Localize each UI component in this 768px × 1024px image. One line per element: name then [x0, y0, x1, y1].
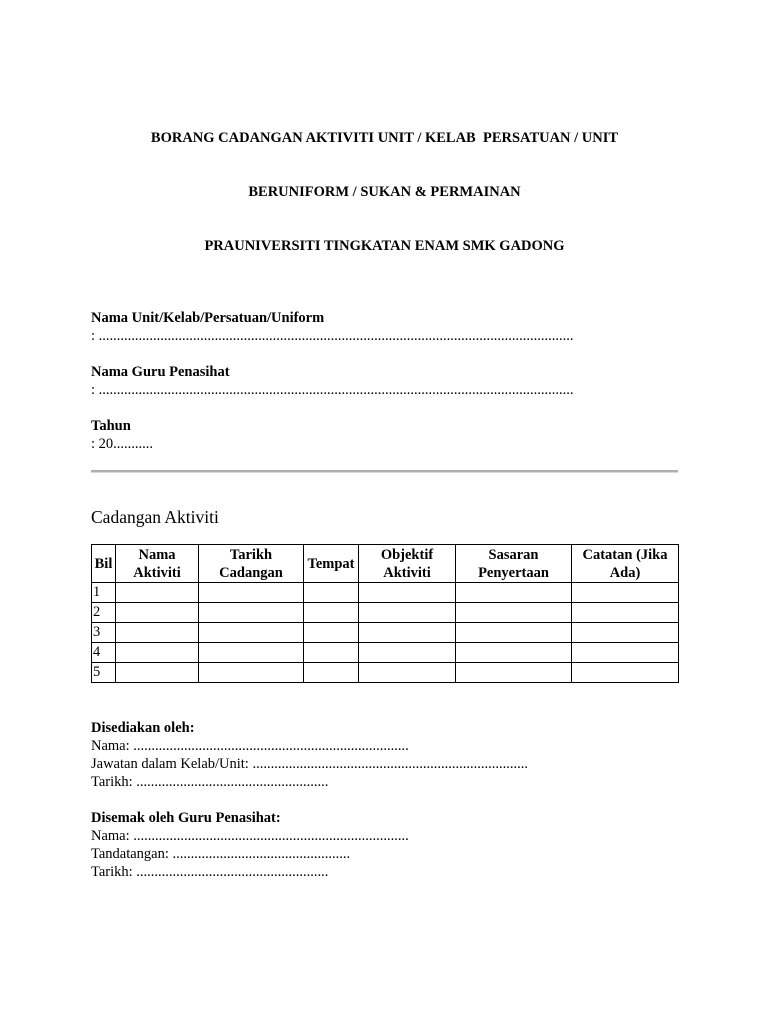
table-cell-bil: 3: [92, 623, 116, 643]
table-cell[interactable]: [359, 583, 456, 603]
field-advisor-name-value[interactable]: : ...................................................................................................................................: [91, 382, 574, 398]
field-unit-name-value[interactable]: : ...................................................................................................................................: [91, 328, 574, 344]
reviewed-by-block: [91, 809, 678, 881]
table-cell[interactable]: [304, 623, 359, 643]
table-cell[interactable]: [116, 663, 199, 683]
form-title: [91, 93, 678, 291]
table-cell[interactable]: [456, 583, 572, 603]
table-row: [92, 643, 679, 663]
field-advisor-name: [91, 363, 678, 399]
table-cell[interactable]: [116, 603, 199, 623]
form-title-line-3: PRAUNIVERSITI TINGKATAN ENAM SMK GADONG: [204, 238, 565, 254]
table-cell[interactable]: [359, 623, 456, 643]
table-cell-bil: 4: [92, 643, 116, 663]
field-year: [91, 417, 678, 453]
table-cell[interactable]: [199, 663, 304, 683]
table-cell[interactable]: [116, 623, 199, 643]
table-cell[interactable]: [304, 603, 359, 623]
reviewed-name-line[interactable]: Nama: ............................................................................: [91, 828, 409, 844]
table-cell-bil: 5: [92, 663, 116, 683]
reviewed-date-line[interactable]: Tarikh: .....................................................: [91, 864, 329, 880]
horizontal-divider: [91, 470, 678, 473]
table-row: [92, 623, 679, 643]
table-cell[interactable]: [116, 583, 199, 603]
table-cell-bil: 1: [92, 583, 116, 603]
table-cell[interactable]: [199, 643, 304, 663]
form-title-line-2: BERUNIFORM / SUKAN & PERMAINAN: [248, 184, 521, 200]
field-year-value[interactable]: : 20...........: [91, 436, 154, 452]
table-header-row: [92, 545, 679, 583]
table-cell[interactable]: [572, 663, 679, 683]
document-page: [91, 93, 678, 881]
prepared-position-line[interactable]: Jawatan dalam Kelab/Unit: ............................................................................: [91, 756, 528, 772]
field-advisor-name-label: Nama Guru Penasihat: [91, 364, 230, 380]
table-row: [92, 583, 679, 603]
table-cell[interactable]: [304, 663, 359, 683]
table-cell[interactable]: [199, 583, 304, 603]
prepared-date-line[interactable]: Tarikh: .....................................................: [91, 774, 329, 790]
table-cell-bil: 2: [92, 603, 116, 623]
header-sasaran-penyertaan: Sasaran Penyertaan: [456, 545, 572, 583]
table-cell[interactable]: [456, 603, 572, 623]
activities-table: [91, 544, 679, 683]
table-cell[interactable]: [359, 643, 456, 663]
table-cell[interactable]: [572, 643, 679, 663]
form-title-line-1: BORANG CADANGAN AKTIVITI UNIT / KELAB PERSATUAN / UNIT: [150, 130, 619, 146]
table-row: [92, 603, 679, 623]
table-cell[interactable]: [304, 583, 359, 603]
field-year-label: Tahun: [91, 418, 131, 434]
header-nama-aktiviti: Nama Aktiviti: [116, 545, 199, 583]
header-tarikh-cadangan: Tarikh Cadangan: [199, 545, 304, 583]
table-row: [92, 663, 679, 683]
table-cell[interactable]: [456, 643, 572, 663]
header-catatan: Catatan (Jika Ada): [572, 545, 679, 583]
table-cell[interactable]: [456, 623, 572, 643]
table-cell[interactable]: [116, 643, 199, 663]
header-bil: Bil: [92, 545, 116, 583]
table-cell[interactable]: [359, 663, 456, 683]
table-cell[interactable]: [199, 623, 304, 643]
table-cell[interactable]: [572, 603, 679, 623]
table-cell[interactable]: [304, 643, 359, 663]
table-cell[interactable]: [199, 603, 304, 623]
reviewed-by-title: Disemak oleh Guru Penasihat:: [91, 810, 281, 826]
header-tempat: Tempat: [304, 545, 359, 583]
field-unit-name-label: Nama Unit/Kelab/Persatuan/Uniform: [91, 310, 325, 326]
table-cell[interactable]: [359, 603, 456, 623]
section-title: Cadangan Aktiviti: [91, 507, 219, 527]
field-unit-name: [91, 309, 678, 345]
table-cell[interactable]: [572, 583, 679, 603]
prepared-name-line[interactable]: Nama: ............................................................................: [91, 738, 409, 754]
reviewed-signature-line[interactable]: Tandatangan: .................................................: [91, 846, 351, 862]
header-objektif-aktiviti: Objektif Aktiviti: [359, 545, 456, 583]
table-cell[interactable]: [572, 623, 679, 643]
prepared-by-title: Disediakan oleh:: [91, 720, 195, 736]
table-cell[interactable]: [456, 663, 572, 683]
prepared-by-block: [91, 719, 678, 791]
